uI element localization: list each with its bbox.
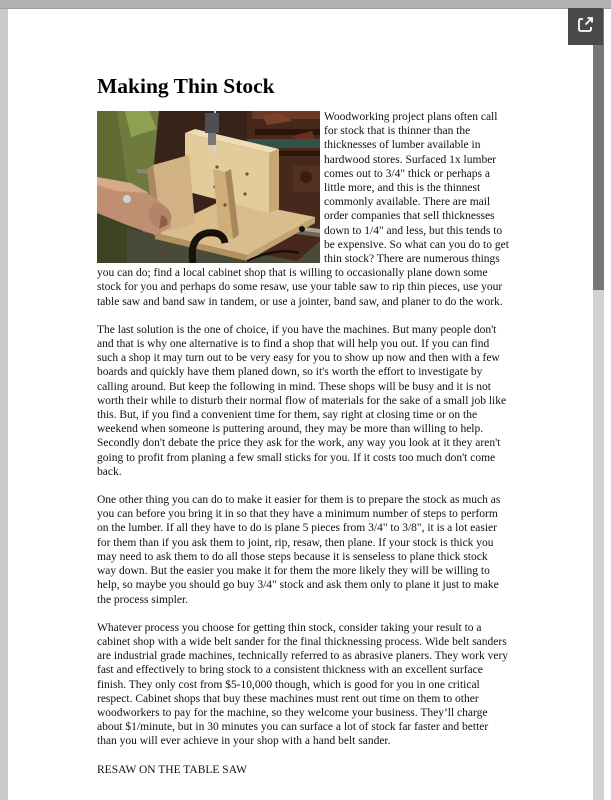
vertical-scrollbar[interactable] — [593, 9, 604, 800]
window-top-edge — [0, 0, 611, 9]
paragraph-3: One other thing you can do to make it easier for them is to prepare the stock as much as you can before you bring it in so that they have a minimum number of steps to perform on the lumber. If all they have to do is plane 5 pieces from 3/4" to 3/8", it is a lot easier for them than if you ask them to joint, rip, resaw, then plane. If your stock is thick you may need to ask them to do all those steps because it is senseless to plane thick stock way down. But the easier you make it for them the more likely they will be willing to help, so maybe you should go buy 3/4" stock and ask them only to plane it just to make the process simpler. — [97, 494, 501, 606]
scrollbar-thumb[interactable] — [593, 9, 604, 290]
paragraph-2: The last solution is the one of choice, if you have the machines. But many people don't and that is why one alternative is to find a shop that will help you out. If you can find such a shop it may turn out to be very easy for you to show up now and then with a few boards and quickly have them planed down, so it's worth the effort to investigate by calling around. But keep the following in mind. These shops will be busy and it is not worth their while to disturb their normal flow of materials for the sake of a small job like this. But, if you find a convenient time for them, say right at closing time or on the weekend when someone is puttering around, they may be more than willing to help. Secondly don't debate the price they ask for the work, any way you look at it they aren't going to profit from planing a few small sticks for you. If it costs too much don't come back. — [97, 323, 507, 478]
article-body — [97, 110, 509, 777]
page-title: Making Thin Stock — [97, 74, 275, 98]
open-in-new-window-icon — [576, 15, 595, 39]
open-external-button[interactable] — [568, 8, 603, 45]
page-content — [97, 74, 509, 791]
paragraph-1: Woodworking project plans often call for stock that is thinner than the thicknesses of lumber available in hardwood stores. Surfaced 1x lumber comes out to 3/4" thick or perhaps a little more, and this is the thinnest commonly available. There are mail order companies that sell thicknesses down to 1/4" and less, but this tends to be expensive. So what can you do to get thin stock? There are numerous things you can do; find a local cabinet shop that is willing to occasionally plane down some stock for you and perhaps do some resaw, use your table saw to rip thin pieces, use your table saw and band saw in tandem, or use a jointer, band saw, and planer to do the work. — [97, 111, 509, 308]
section-heading-resaw: RESAW ON THE TABLE SAW — [97, 763, 247, 776]
window-left-edge — [0, 9, 8, 800]
bandsaw-jig-photo — [97, 111, 320, 263]
paragraph-4: Whatever process you choose for getting thin stock, consider taking your result to a cabinet shop with a wide belt sander for the final thicknessing process. Wide belt sanders are industrial grade machines, technically referred to as abrasive planers. They work very fast and effectively to bring stock to a consistent thickness with an excellent surface finish. They only cost from $5-10,000 though, which is good for you in one critical respect. Cabinet shops that buy these machines must rent out time on them to other woodworkers to pay for the machine, so they welcome your business. They’ll charge about $1/minute, but in 30 minutes you can surface a lot of stock far faster and better than you will ever achieve in your shop with a hand belt sander. — [97, 621, 509, 748]
